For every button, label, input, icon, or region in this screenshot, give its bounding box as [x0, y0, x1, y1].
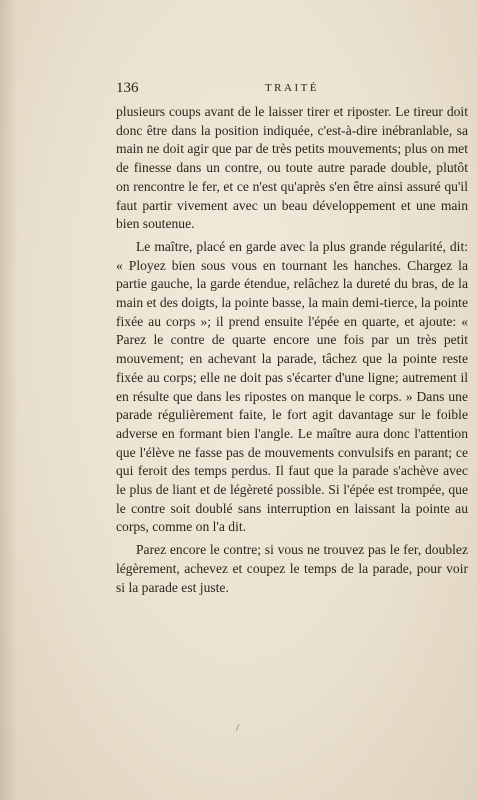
paragraph-master-instruction: Le maître, placé en garde avec la plus grande régularité, dit: « Ployez bien sous vous en tournant les hanches. Chargez la partie gauche, la garde étendue, relâchez la dureté du bras, de la main et des doigts, la pointe basse, la main demi-tierce, la pointe fixée au corps »; il prend ensuite l'épée en quarte, et ajoute: « Parez le contre de quarte encore une fois par un très petit mouvement; en achevant la parade, tâchez que la pointe reste fixée au corps; elle ne doit pas s'écarter d'une ligne; autrement il en résulte que dans les ripostes on manque le corps. » Dans une parade régulièrement faite, le fort agit davantage sur le foible adverse en formant bien l'angle. Le maître aura donc l'attention que l'élève ne fasse pas de mouvements convulsifs en parant; ce qui feroit des temps perdus. Il faut que la parade s'achève avec le plus de liant et de légèreté possible. Si l'épée est trompée, que le contre soit doublé sans interruption en laissant la pointe au corps, comme on l'a dit.	[116, 238, 468, 535]
body-text	[116, 103, 468, 601]
paragraph-counter-parry: Parez encore le contre; si vous ne trouvez pas le fer, doublez légèrement, achevez et coupez le temps de la parade, pour voir si la parade est juste.	[116, 542, 468, 595]
running-head: TRAITÉ	[264, 82, 320, 94]
paragraph-continuation: plusieurs coups avant de le laisser tirer et riposter. Le tireur doit donc être dans la position indiquée, c'est-à-dire inébranlable, sa main ne doit agir que par de très petits mouvements; plus on met de finesse dans un contre, ou toute autre parade double, plutôt on rencontre le fer, et ce n'est qu'après s'en être ainsi assuré qu'il faut partir vivement avec un beau développement et une main bien soutenue.	[116, 104, 468, 232]
page-number: 136	[116, 80, 139, 96]
page-header	[116, 80, 468, 100]
footer-mark: /	[236, 722, 240, 734]
